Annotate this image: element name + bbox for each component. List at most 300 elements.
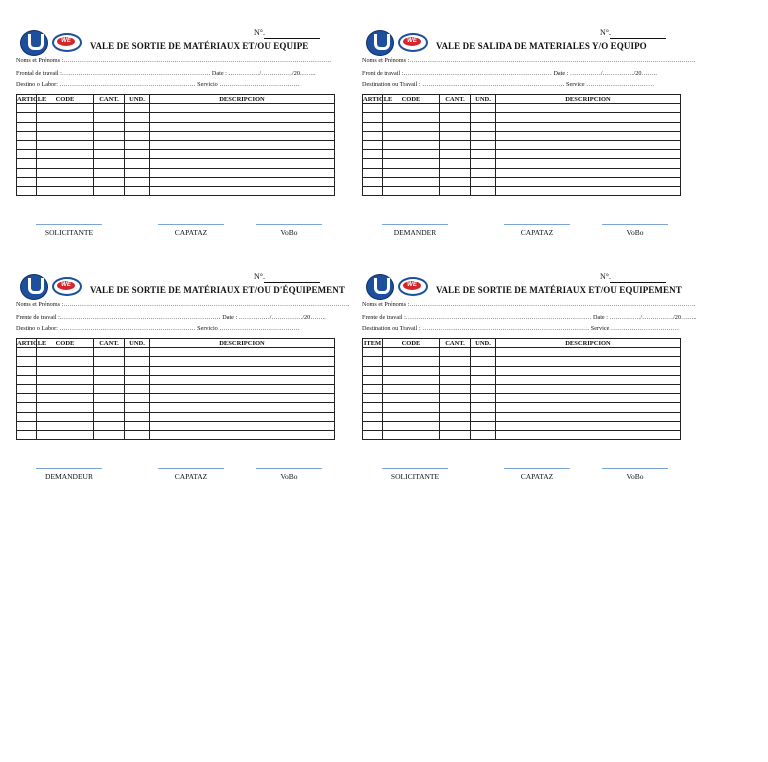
table-header-row (363, 339, 681, 348)
table-cell[interactable] (496, 348, 681, 357)
name-field[interactable]: Noms et Prénoms :…………………………………………………………………………………………………………………………. (16, 301, 350, 308)
table-row (17, 150, 335, 159)
workfront-date-field[interactable]: Frente de travail :…………………………………………………………………… Date : ……………/……………/20…….. (16, 314, 326, 321)
table-cell[interactable] (471, 384, 496, 393)
signature-3: VoBo (600, 228, 670, 237)
workfront-date-field[interactable]: Frontal de travail :……………………………………………………………… Date : ……………/……………/20…….. (16, 70, 316, 77)
table-cell[interactable] (440, 122, 471, 131)
voucher-number-label: N°. (600, 272, 611, 281)
table-cell[interactable] (37, 122, 94, 131)
table-cell[interactable] (17, 104, 37, 113)
table-cell[interactable] (150, 412, 335, 421)
table-cell[interactable] (496, 177, 681, 186)
table-cell[interactable] (94, 394, 125, 403)
table-cell[interactable] (496, 168, 681, 177)
table-cell[interactable] (440, 394, 471, 403)
table-cell[interactable] (471, 412, 496, 421)
table-cell[interactable] (150, 430, 335, 439)
table-cell[interactable] (440, 375, 471, 384)
table-cell[interactable] (496, 104, 681, 113)
table-cell[interactable] (94, 403, 125, 412)
table-cell[interactable] (94, 412, 125, 421)
table-cell[interactable] (150, 384, 335, 393)
table-row (363, 104, 681, 113)
table-row (17, 131, 335, 140)
table-row (363, 384, 681, 393)
table-cell[interactable] (383, 421, 440, 430)
table-cell[interactable] (150, 104, 335, 113)
table-row (17, 384, 335, 393)
table-row (17, 394, 335, 403)
table-cell[interactable] (471, 140, 496, 149)
table-cell[interactable] (471, 150, 496, 159)
table-cell[interactable] (471, 421, 496, 430)
table-cell[interactable] (125, 140, 150, 149)
table-row (17, 122, 335, 131)
table-cell[interactable] (94, 421, 125, 430)
table-cell[interactable] (125, 366, 150, 375)
table-cell[interactable] (471, 104, 496, 113)
material-voucher-4 (360, 272, 700, 502)
table-cell[interactable] (125, 186, 150, 195)
table-cell[interactable] (94, 177, 125, 186)
table-cell[interactable] (383, 131, 440, 140)
table-cell[interactable] (150, 150, 335, 159)
table-cell[interactable] (94, 384, 125, 393)
company-logo-we: WE (52, 277, 82, 296)
table-row (363, 430, 681, 439)
table-cell[interactable] (94, 140, 125, 149)
table-cell[interactable] (94, 104, 125, 113)
table-cell[interactable] (125, 421, 150, 430)
destination-service-field[interactable]: Destino o Labor: ………………………………………………………… Servicio ………………………………… (16, 81, 300, 88)
table-cell[interactable] (150, 140, 335, 149)
table-cell[interactable] (496, 366, 681, 375)
table-cell[interactable] (125, 375, 150, 384)
table-cell[interactable] (17, 366, 37, 375)
destination-service-field[interactable]: Destination ou Travail : …………………………………………………………… Service …………………………… (362, 81, 655, 88)
table-cell[interactable] (150, 122, 335, 131)
table-cell[interactable] (363, 403, 383, 412)
table-row (17, 421, 335, 430)
table-row (17, 104, 335, 113)
table-row (363, 412, 681, 421)
table-cell[interactable] (150, 348, 335, 357)
table-row (363, 394, 681, 403)
table-cell[interactable] (471, 430, 496, 439)
column-header: CODE (37, 339, 94, 348)
table-cell[interactable] (496, 412, 681, 421)
table-row (17, 113, 335, 122)
table-cell[interactable] (125, 113, 150, 122)
table-cell[interactable] (383, 394, 440, 403)
signature-1: SOLICITANTE (380, 472, 450, 481)
table-cell[interactable] (17, 357, 37, 366)
table-cell[interactable] (363, 366, 383, 375)
table-cell[interactable] (17, 430, 37, 439)
table-cell[interactable] (94, 113, 125, 122)
table-cell[interactable] (471, 348, 496, 357)
table-cell[interactable] (37, 131, 94, 140)
table-cell[interactable] (363, 168, 383, 177)
table-cell[interactable] (496, 394, 681, 403)
table-cell[interactable] (150, 375, 335, 384)
table-cell[interactable] (471, 122, 496, 131)
table-cell[interactable] (383, 348, 440, 357)
table-cell[interactable] (363, 357, 383, 366)
table-cell[interactable] (37, 403, 94, 412)
table-header-row (17, 95, 335, 104)
table-cell[interactable] (17, 186, 37, 195)
table-cell[interactable] (471, 366, 496, 375)
company-logo-we: WE (52, 33, 82, 52)
column-header: CANT. (440, 95, 471, 104)
column-header: UND. (471, 339, 496, 348)
table-cell[interactable] (150, 113, 335, 122)
table-cell[interactable] (440, 159, 471, 168)
voucher-number-field[interactable] (264, 282, 320, 283)
table-cell[interactable] (363, 140, 383, 149)
table-row (363, 131, 681, 140)
table-cell[interactable] (496, 140, 681, 149)
table-cell[interactable] (17, 394, 37, 403)
table-cell[interactable] (383, 366, 440, 375)
table-cell[interactable] (496, 159, 681, 168)
table-row (17, 375, 335, 384)
table-cell[interactable] (363, 348, 383, 357)
destination-service-field[interactable]: Destino o Labor: ………………………………………………………… Servicio ………………………………… (16, 325, 300, 332)
table-cell[interactable] (363, 113, 383, 122)
table-cell[interactable] (150, 159, 335, 168)
table-cell[interactable] (383, 168, 440, 177)
table-cell[interactable] (471, 403, 496, 412)
table-cell[interactable] (37, 421, 94, 430)
table-cell[interactable] (94, 168, 125, 177)
table-row (363, 403, 681, 412)
table-cell[interactable] (17, 375, 37, 384)
table-cell[interactable] (440, 113, 471, 122)
table-cell[interactable] (383, 412, 440, 421)
table-cell[interactable] (471, 177, 496, 186)
table-row (363, 375, 681, 384)
voucher-title: VALE DE SORTIE DE MATÉRIAUX ET/OU EQUIPEMENT (436, 285, 682, 295)
table-cell[interactable] (363, 159, 383, 168)
table-cell[interactable] (496, 122, 681, 131)
table-cell[interactable] (363, 394, 383, 403)
table-cell[interactable] (125, 412, 150, 421)
company-logo-u (366, 274, 394, 300)
table-cell[interactable] (94, 430, 125, 439)
table-cell[interactable] (37, 177, 94, 186)
table-cell[interactable] (471, 159, 496, 168)
signature-1: DEMANDEUR (34, 472, 104, 481)
table-row (363, 122, 681, 131)
table-cell[interactable] (17, 421, 37, 430)
table-cell[interactable] (440, 348, 471, 357)
table-cell[interactable] (363, 186, 383, 195)
table-cell[interactable] (496, 131, 681, 140)
table-row (363, 113, 681, 122)
table-cell[interactable] (383, 357, 440, 366)
table-cell[interactable] (17, 113, 37, 122)
table-row (17, 430, 335, 439)
table-cell[interactable] (383, 122, 440, 131)
signature-3: VoBo (254, 228, 324, 237)
table-cell[interactable] (150, 131, 335, 140)
company-logo-u (20, 30, 48, 56)
table-cell[interactable] (17, 384, 37, 393)
table-cell[interactable] (496, 430, 681, 439)
table-cell[interactable] (383, 186, 440, 195)
table-cell[interactable] (383, 384, 440, 393)
table-cell[interactable] (440, 177, 471, 186)
signature-2: CAPATAZ (156, 228, 226, 237)
voucher-title: VALE DE SALIDA DE MATERIALES Y/O EQUIPO (436, 41, 647, 51)
table-cell[interactable] (17, 168, 37, 177)
voucher-title: VALE DE SORTIE DE MATÉRIAUX ET/OU D'ÉQUIPEMENT (90, 285, 345, 295)
table-row (17, 186, 335, 195)
company-logo-we: WE (398, 33, 428, 52)
table-cell[interactable] (383, 150, 440, 159)
table-cell[interactable] (150, 403, 335, 412)
table-cell[interactable] (94, 357, 125, 366)
table-row (363, 177, 681, 186)
table-cell[interactable] (125, 394, 150, 403)
table-cell[interactable] (471, 394, 496, 403)
table-cell[interactable] (125, 384, 150, 393)
table-cell[interactable] (440, 366, 471, 375)
table-row (17, 168, 335, 177)
table-cell[interactable] (383, 104, 440, 113)
table-row (17, 177, 335, 186)
table-cell[interactable] (94, 131, 125, 140)
table-cell[interactable] (496, 113, 681, 122)
table-cell[interactable] (17, 348, 37, 357)
voucher-number-label: N°. (254, 28, 265, 37)
table-cell[interactable] (496, 186, 681, 195)
table-row (17, 140, 335, 149)
table-cell[interactable] (150, 366, 335, 375)
table-cell[interactable] (125, 150, 150, 159)
voucher-number-field[interactable] (610, 38, 666, 39)
column-header: CODE (383, 339, 440, 348)
table-cell[interactable] (496, 150, 681, 159)
column-header: ARTICLE (17, 95, 47, 103)
table-cell[interactable] (37, 366, 94, 375)
signature-1: DEMANDER (380, 228, 450, 237)
column-header: ITEM (363, 339, 382, 347)
table-cell[interactable] (363, 104, 383, 113)
table-cell[interactable] (17, 403, 37, 412)
column-header: CANT. (94, 339, 125, 348)
table-cell[interactable] (440, 150, 471, 159)
table-header-row (17, 339, 335, 348)
table-cell[interactable] (496, 357, 681, 366)
table-cell[interactable] (94, 150, 125, 159)
table-cell[interactable] (37, 113, 94, 122)
table-cell[interactable] (150, 394, 335, 403)
table-cell[interactable] (363, 150, 383, 159)
column-header: DESCRIPCION (150, 339, 335, 348)
table-cell[interactable] (94, 348, 125, 357)
table-cell[interactable] (440, 168, 471, 177)
table-cell[interactable] (440, 357, 471, 366)
table-cell[interactable] (440, 104, 471, 113)
table-cell[interactable] (125, 348, 150, 357)
table-cell[interactable] (471, 131, 496, 140)
signature-3: VoBo (254, 472, 324, 481)
table-cell[interactable] (17, 122, 37, 131)
table-cell[interactable] (383, 140, 440, 149)
table-cell[interactable] (363, 177, 383, 186)
table-cell[interactable] (37, 357, 94, 366)
table-cell[interactable] (440, 131, 471, 140)
table-cell[interactable] (496, 403, 681, 412)
destination-service-field[interactable]: Destination ou Travail : ……………………………………………………………………… Service …………………………… (362, 325, 679, 332)
name-field[interactable]: Noms et Prénoms :…………………………………………………………………………………………………………………………. (362, 57, 696, 64)
table-cell[interactable] (37, 150, 94, 159)
company-logo-u (20, 274, 48, 300)
table-cell[interactable] (383, 113, 440, 122)
table-cell[interactable] (125, 131, 150, 140)
name-field[interactable]: Noms et Prénoms :…………………………………………………………………………………………………………………. (16, 57, 331, 64)
table-cell[interactable] (125, 122, 150, 131)
column-header: DESCRIPCION (150, 95, 335, 104)
table-cell[interactable] (125, 403, 150, 412)
table-cell[interactable] (363, 375, 383, 384)
table-cell[interactable] (471, 375, 496, 384)
table-cell[interactable] (363, 131, 383, 140)
table-cell[interactable] (37, 104, 94, 113)
table-cell[interactable] (150, 357, 335, 366)
table-cell[interactable] (37, 394, 94, 403)
table-cell[interactable] (383, 177, 440, 186)
table-cell[interactable] (440, 412, 471, 421)
table-cell[interactable] (37, 348, 94, 357)
items-table (362, 94, 681, 196)
table-cell[interactable] (37, 384, 94, 393)
table-cell[interactable] (496, 421, 681, 430)
table-row (363, 366, 681, 375)
table-cell[interactable] (125, 357, 150, 366)
table-cell[interactable] (150, 186, 335, 195)
table-cell[interactable] (471, 168, 496, 177)
column-header: CANT. (440, 339, 471, 348)
column-header: DESCRIPCION (496, 95, 681, 104)
table-row (17, 348, 335, 357)
table-cell[interactable] (37, 159, 94, 168)
company-logo-u (366, 30, 394, 56)
table-cell[interactable] (37, 375, 94, 384)
material-voucher-2 (360, 28, 700, 258)
table-row (17, 412, 335, 421)
table-cell[interactable] (125, 177, 150, 186)
signature-2: CAPATAZ (156, 472, 226, 481)
table-cell[interactable] (496, 384, 681, 393)
signature-2: CAPATAZ (502, 472, 572, 481)
table-cell[interactable] (363, 421, 383, 430)
items-table (16, 94, 335, 196)
table-cell[interactable] (37, 430, 94, 439)
table-cell[interactable] (440, 140, 471, 149)
table-header-row (363, 95, 681, 104)
table-cell[interactable] (496, 375, 681, 384)
table-cell[interactable] (94, 122, 125, 131)
column-header: CODE (37, 95, 94, 104)
material-voucher-3 (14, 272, 354, 502)
table-cell[interactable] (17, 140, 37, 149)
table-cell[interactable] (383, 159, 440, 168)
table-cell[interactable] (383, 430, 440, 439)
table-cell[interactable] (17, 150, 37, 159)
table-cell[interactable] (17, 131, 37, 140)
table-cell[interactable] (17, 412, 37, 421)
table-cell[interactable] (471, 357, 496, 366)
column-header: UND. (125, 95, 150, 104)
table-cell[interactable] (440, 403, 471, 412)
table-row (17, 159, 335, 168)
table-cell[interactable] (125, 159, 150, 168)
table-row (363, 159, 681, 168)
table-cell[interactable] (150, 177, 335, 186)
table-cell[interactable] (363, 122, 383, 131)
voucher-number-field[interactable] (264, 38, 320, 39)
table-cell[interactable] (440, 384, 471, 393)
voucher-number-field[interactable] (610, 282, 666, 283)
table-cell[interactable] (94, 375, 125, 384)
table-cell[interactable] (363, 384, 383, 393)
table-cell[interactable] (94, 186, 125, 195)
table-cell[interactable] (94, 159, 125, 168)
table-cell[interactable] (125, 430, 150, 439)
table-cell[interactable] (440, 421, 471, 430)
voucher-number-label: N°. (254, 272, 265, 281)
name-field[interactable]: Noms et Prénoms :…………………………………………………………………………………………………………………………. (362, 301, 696, 308)
table-cell[interactable] (363, 412, 383, 421)
table-cell[interactable] (150, 168, 335, 177)
table-row (17, 366, 335, 375)
table-cell[interactable] (125, 104, 150, 113)
table-cell[interactable] (37, 140, 94, 149)
voucher-title: VALE DE SORTIE DE MATÉRIAUX ET/OU EQUIPE (90, 41, 309, 51)
signature-1: SOLICITANTE (34, 228, 104, 237)
table-cell[interactable] (471, 113, 496, 122)
table-cell[interactable] (150, 421, 335, 430)
table-cell[interactable] (440, 430, 471, 439)
table-cell[interactable] (17, 177, 37, 186)
column-header: CANT. (94, 95, 125, 104)
workfront-date-field[interactable]: Front de travail :……………………………………………………………… Date : ……………/……………/20…….. (362, 70, 657, 77)
table-cell[interactable] (471, 186, 496, 195)
table-cell[interactable] (94, 366, 125, 375)
column-header: DESCRIPCION (496, 339, 681, 348)
column-header: CODE (383, 95, 440, 104)
table-cell[interactable] (17, 159, 37, 168)
table-cell[interactable] (440, 186, 471, 195)
table-cell[interactable] (363, 430, 383, 439)
table-cell[interactable] (383, 375, 440, 384)
table-cell[interactable] (125, 168, 150, 177)
column-header: ARTICLE (17, 339, 47, 347)
table-row (17, 357, 335, 366)
table-cell[interactable] (37, 168, 94, 177)
table-row (363, 357, 681, 366)
table-cell[interactable] (37, 412, 94, 421)
table-row (363, 168, 681, 177)
table-cell[interactable] (383, 403, 440, 412)
workfront-date-field[interactable]: Frente de travail :……………………………………………………………………………… Date : ……………/……………/20…….. (362, 314, 697, 321)
table-cell[interactable] (37, 186, 94, 195)
